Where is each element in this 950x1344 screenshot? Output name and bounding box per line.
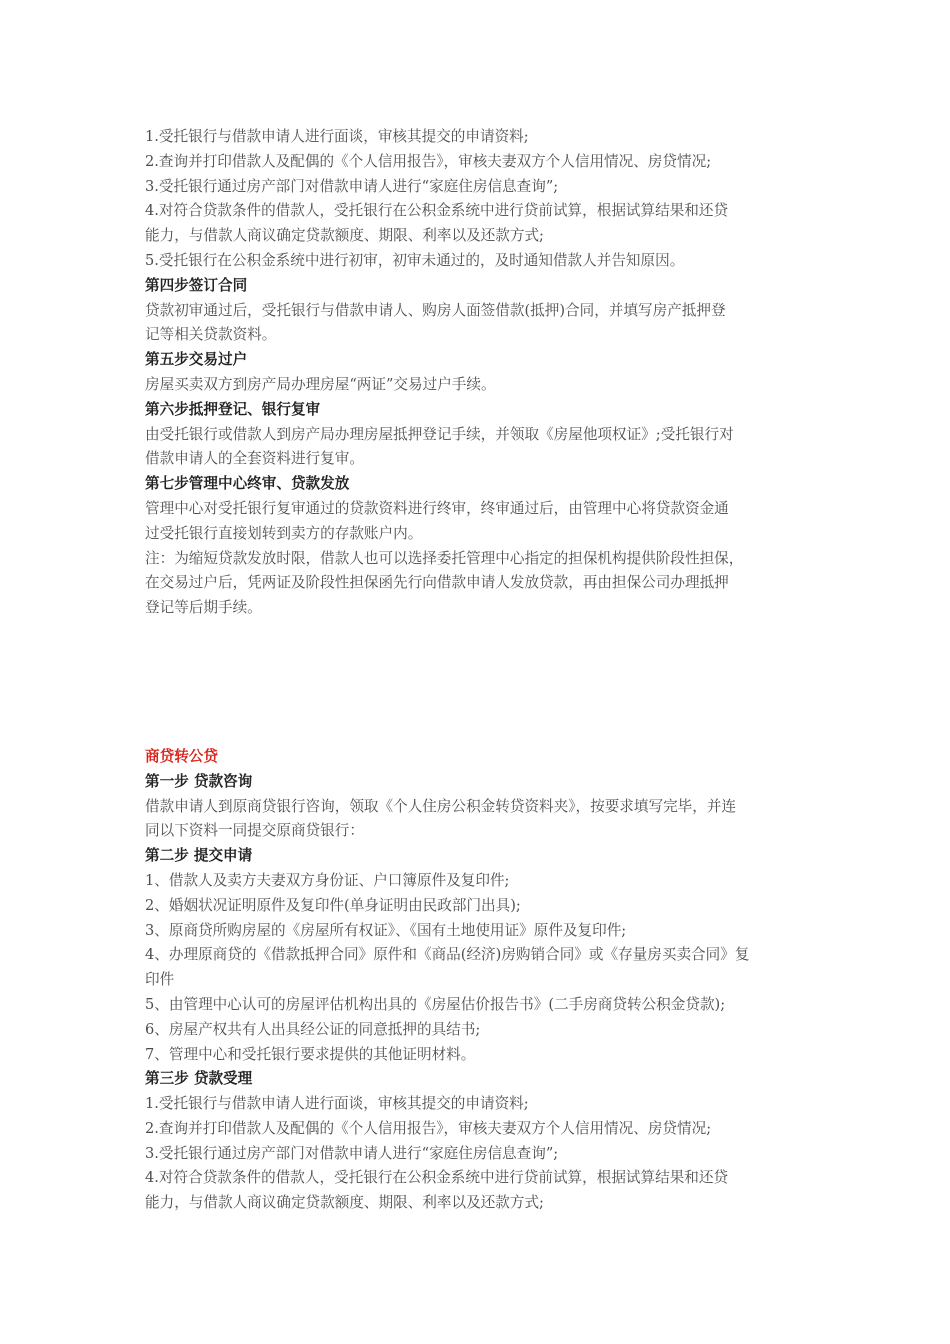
paragraph-line: 管理中心对受托银行复审通过的贷款资料进行终审，终审通过后，由管理中心将贷款资金通 bbox=[145, 499, 729, 517]
paragraph-line: 过受托银行直接划转到卖方的存款账户内。 bbox=[145, 524, 423, 542]
paragraph-line: 4.对符合贷款条件的借款人，受托银行在公积金系统中进行贷前试算，根据试算结果和还贷 bbox=[145, 202, 729, 220]
paragraph-line: 同以下资料一同提交原商贷银行： bbox=[145, 822, 364, 840]
list-item: 印件 bbox=[145, 971, 175, 989]
step5-heading: 第五步交易过户 bbox=[145, 351, 248, 369]
paragraph-line: 能力，与借款人商议确定贷款额度、期限、利率以及还款方式; bbox=[145, 227, 544, 245]
note-line: 注：为缩短贷款发放时限，借款人也可以选择委托管理中心指定的担保机构提供阶段性担保， bbox=[145, 549, 744, 567]
list-item: 5、由管理中心认可的房屋评估机构出具的《房屋估价报告书》(二手房商贷转公积金贷款); bbox=[145, 995, 726, 1013]
paragraph-line: 房屋买卖双方到房产局办理房屋“两证”交易过户手续。 bbox=[145, 375, 496, 393]
paragraph-line: 借款申请人到原商贷银行咨询，领取《个人住房公积金转贷资料夹》，按要求填写完毕，并连 bbox=[145, 797, 737, 815]
section-title: 商贷转公贷 bbox=[145, 747, 218, 765]
list-item: 1、借款人及卖方夫妻双方身份证、户口簿原件及复印件; bbox=[145, 871, 510, 889]
list-item: 3、原商贷所购房屋的《房屋所有权证》、《国有土地使用证》原件及复印件; bbox=[145, 921, 627, 939]
paragraph-line: 5.受托银行在公积金系统中进行初审，初审未通过的，及时通知借款人并告知原因。 bbox=[145, 251, 685, 269]
list-item: 1.受托银行与借款申请人进行面谈，审核其提交的申请资料; bbox=[145, 1095, 529, 1113]
paragraph-line: 贷款初审通过后，受托银行与借款申请人、购房人面签借款(抵押)合同，并填写房产抵押登 bbox=[145, 301, 726, 319]
section-spacer bbox=[145, 621, 825, 745]
list-item: 2.查询并打印借款人及配偶的《个人信用报告》，审核夫妻双方个人信用情况、房贷情况; bbox=[145, 1119, 712, 1137]
list-item: 7、管理中心和受托银行要求提供的其他证明材料。 bbox=[145, 1045, 476, 1063]
list-item: 4.对符合贷款条件的借款人，受托银行在公积金系统中进行贷前试算，根据试算结果和还贷 bbox=[145, 1169, 729, 1187]
paragraph-line: 3.受托银行通过房产部门对借款申请人进行“家庭住房信息查询”; bbox=[145, 177, 559, 195]
list-item: 3.受托银行通过房产部门对借款申请人进行“家庭住房信息查询”; bbox=[145, 1144, 559, 1162]
step4-heading: 第四步签订合同 bbox=[145, 276, 248, 294]
part1 bbox=[145, 125, 825, 621]
paragraph-line: 借款申请人的全套资料进行复审。 bbox=[145, 450, 364, 468]
paragraph-line: 1.受托银行与借款申请人进行面谈，审核其提交的申请资料; bbox=[145, 128, 529, 145]
note-line: 在交易过户后，凭两证及阶段性担保函先行向借款申请人发放贷款，再由担保公司办理抵押 bbox=[145, 574, 729, 592]
list-item: 2、婚姻状况证明原件及复印件(单身证明由民政部门出具); bbox=[145, 896, 521, 914]
part2 bbox=[145, 745, 825, 1216]
paragraph-line: 记等相关贷款资料。 bbox=[145, 326, 277, 344]
list-item: 6、房屋产权共有人出具经公证的同意抵押的具结书; bbox=[145, 1020, 481, 1038]
list-item: 能力，与借款人商议确定贷款额度、期限、利率以及还款方式; bbox=[145, 1194, 544, 1212]
paragraph-line: 由受托银行或借款人到房产局办理房屋抵押登记手续，并领取《房屋他项权证》;受托银行对 bbox=[145, 425, 734, 443]
step7-heading: 第七步管理中心终审、贷款发放 bbox=[145, 475, 350, 493]
note-line: 登记等后期手续。 bbox=[145, 599, 262, 617]
step1-heading: 第一步 贷款咨询 bbox=[145, 772, 253, 790]
list-item: 4、办理原商贷的《借款抵押合同》原件和《商品(经济)房购销合同》或《存量房买卖合同》复 bbox=[145, 946, 750, 964]
step6-heading: 第六步抵押登记、银行复审 bbox=[145, 400, 321, 418]
document-page bbox=[145, 125, 825, 1216]
step3-heading: 第三步 贷款受理 bbox=[145, 1070, 253, 1088]
paragraph-line: 2.查询并打印借款人及配偶的《个人信用报告》，审核夫妻双方个人信用情况、房贷情况; bbox=[145, 152, 712, 170]
step2-heading: 第二步 提交申请 bbox=[145, 847, 253, 865]
